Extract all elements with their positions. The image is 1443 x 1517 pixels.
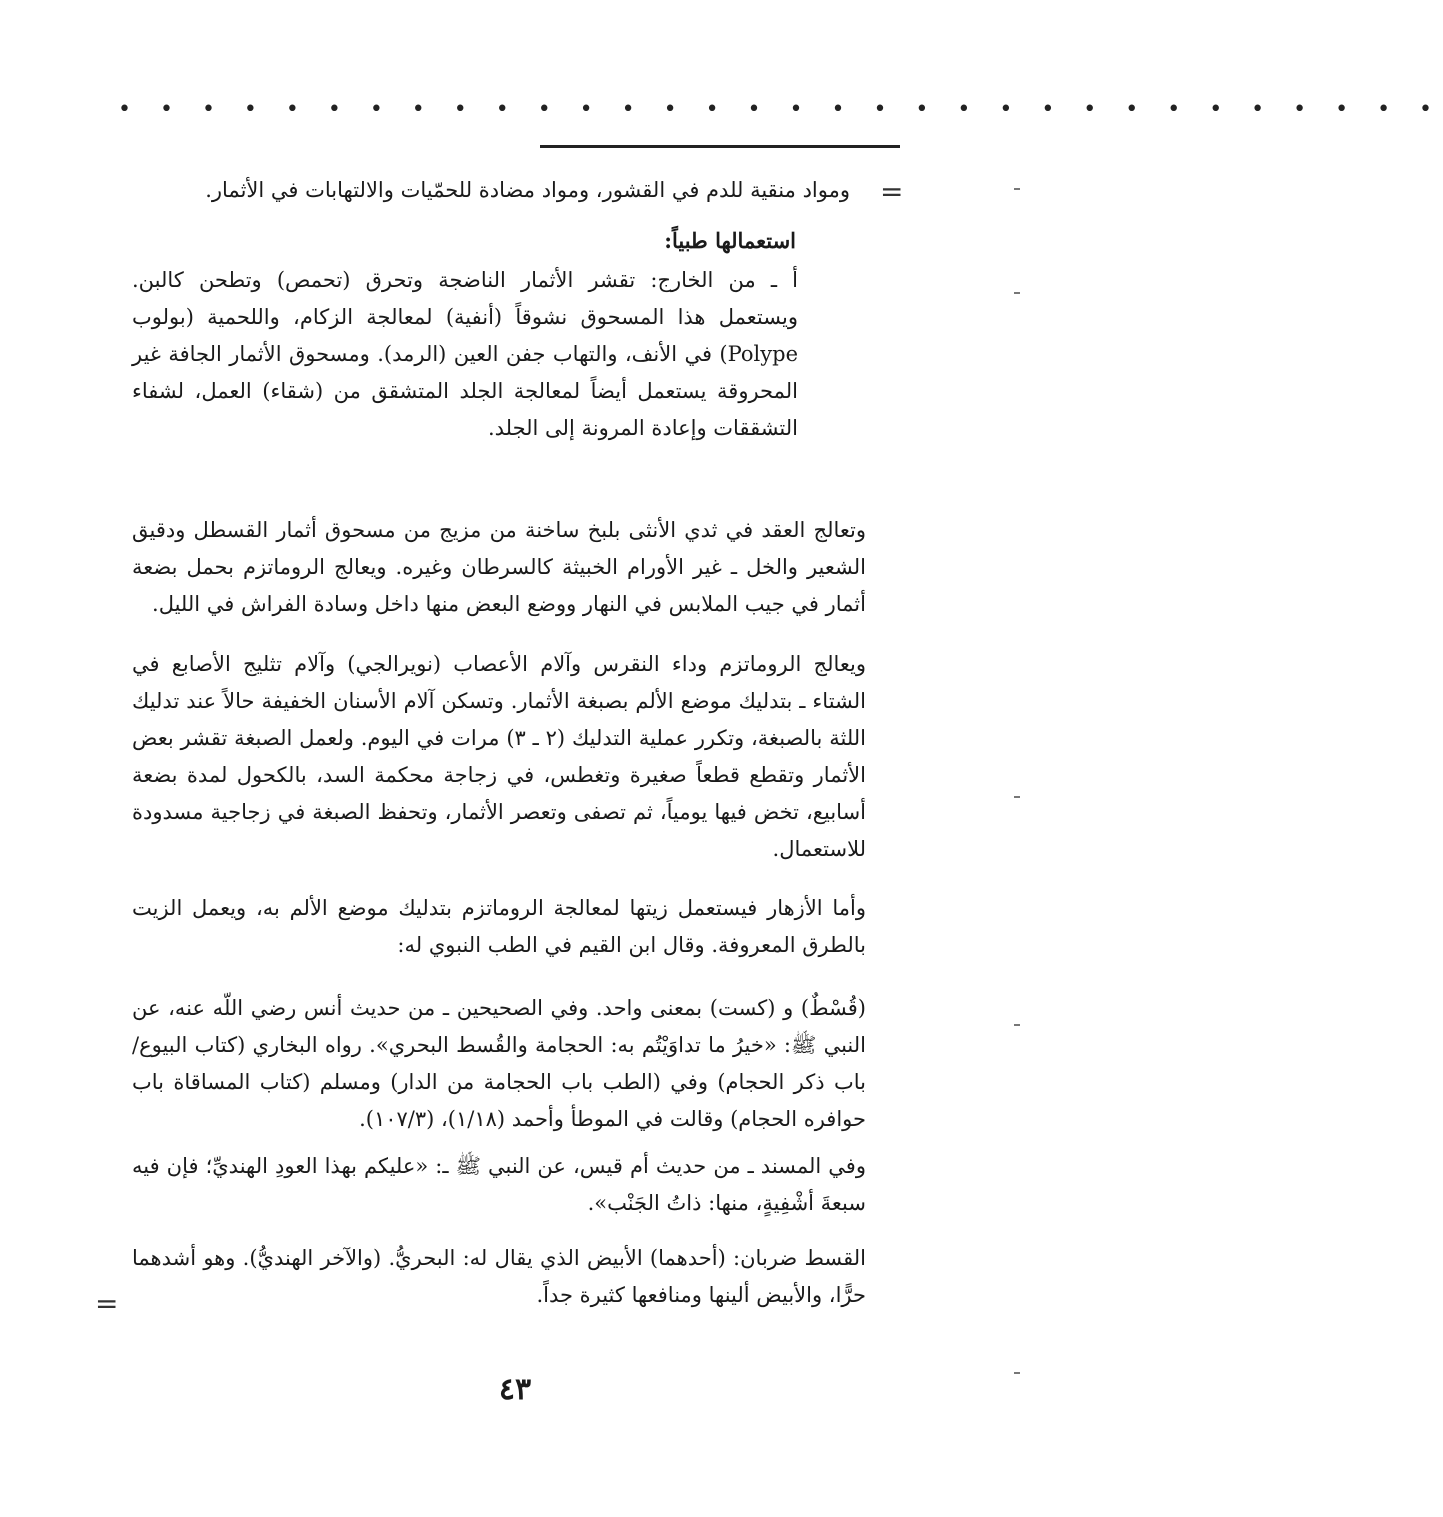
margin-mark-top: = bbox=[880, 175, 904, 208]
edge-tick bbox=[1014, 1024, 1020, 1026]
edge-tick bbox=[1014, 188, 1020, 190]
page-number: ٤٣ bbox=[498, 1372, 532, 1407]
edge-tick bbox=[1014, 796, 1020, 798]
header-dots: • • • • • • • • • • • • • • • • • • • • • • • • • • • • • • • • bbox=[118, 97, 1443, 122]
paragraph-3: وأما الأزهار فيستعمل زيتها لمعالجة الروماتزم بتدليك موضع الألم به، ويعمل الزيت بالطرق المعروفة. وقال ابن القيم في الطب النبوي له: bbox=[132, 896, 867, 957]
paragraph-4: (قُسْطٌ) و (كست) بمعنى واحد. وفي الصحيحين ـ من حديث أنس رضي اللّه عنه، عن النبي ﷺ: «خيرُ ما تداوَيْتُم به: الحجامة والقُسط البحري». رواه البخاري (كتاب البيوع/ باب ذكر الحجام) وفي (الطب باب الحجامة من الدار) ومسلم (كتاب المساقاة باب حوافره الحجام) وقالت في الموطأ وأحمد (١/١٨)، (١٠٧/٣). bbox=[132, 996, 866, 1131]
intro-line: ومواد منقية للدم في القشور، ومواد مضادة للحمّيات والالتهابات في الأثمار. bbox=[205, 178, 850, 202]
edge-tick bbox=[1014, 292, 1020, 294]
paragraph-5: وفي المسند ـ من حديث أم قيس، عن النبي ﷺ ـ: «عليكم بهذا العودِ الهنديِّ؛ فإن فيه سبعةَ أشْفِيةٍ، منها: ذاتُ الجَنْب». bbox=[132, 1154, 866, 1215]
section-external: أ ـ من الخارج: تقشر الأثمار الناضجة وتحرق (تحمص) وتطحن كالبن. ويستعمل هذا المسحوق نشوقاً (أنفية) لمعالجة الزكام، واللحمية (بولوب Polype) في الأنف، والتهاب جفن العين (الرمد). ومسحوق الأثمار الجافة غير المحروقة يستعمل أيضاً لمعالجة الجلد المتشقق من (شقاء) العمل، لشفاء التشققات وإعادة المرونة إلى الجلد. bbox=[132, 268, 798, 440]
paragraph-1: وتعالج العقد في ثدي الأنثى بلبخ ساخنة من مزيج من مسحوق أثمار القسطل ودقيق الشعير والخل ـ غير الأورام الخبيثة كالسرطان وغيره. ويعالج الروماتزم بحمل بضعة أثمار في جيب الملابس في النهار ووضع البعض منها داخل وسادة الفراش في الليل. bbox=[132, 518, 866, 616]
paragraph-6: القسط ضربان: (أحدهما) الأبيض الذي يقال له: البحريُّ. (والآخر الهنديُّ). وهو أشدهما حرًّا، والأبيض ألينها ومنافعها كثيرة جداً. bbox=[132, 1246, 866, 1307]
header-rule bbox=[540, 145, 900, 148]
margin-mark-bottom: = bbox=[95, 1287, 119, 1320]
paragraph-2: ويعالج الروماتزم وداء النقرس وآلام الأعصاب (نويرالجي) وآلام تثليج الأصابع في الشتاء ـ بتدليك موضع الألم بصبغة الأثمار. وتسكن آلام الأسنان الخفيفة حالاً عند تدليك اللثة بالصبغة، وتكرر عملية التدليك (٢ ـ ٣) مرات في اليوم. ولعمل الصبغة تقشر بعض الأثمار وتقطع قطعاً صغيرة وتغطس، في زجاجة محكمة السد، بالكحول لمدة بضعة أسابيع، تخض فيها يومياً، ثم تصفى وتعصر الأثمار، وتحفظ الصبغة في زجاجية مسدودة للاستعمال. bbox=[132, 652, 866, 861]
edge-tick bbox=[1014, 1372, 1020, 1374]
heading-medical-use: استعمالها طبياً: bbox=[664, 228, 796, 253]
